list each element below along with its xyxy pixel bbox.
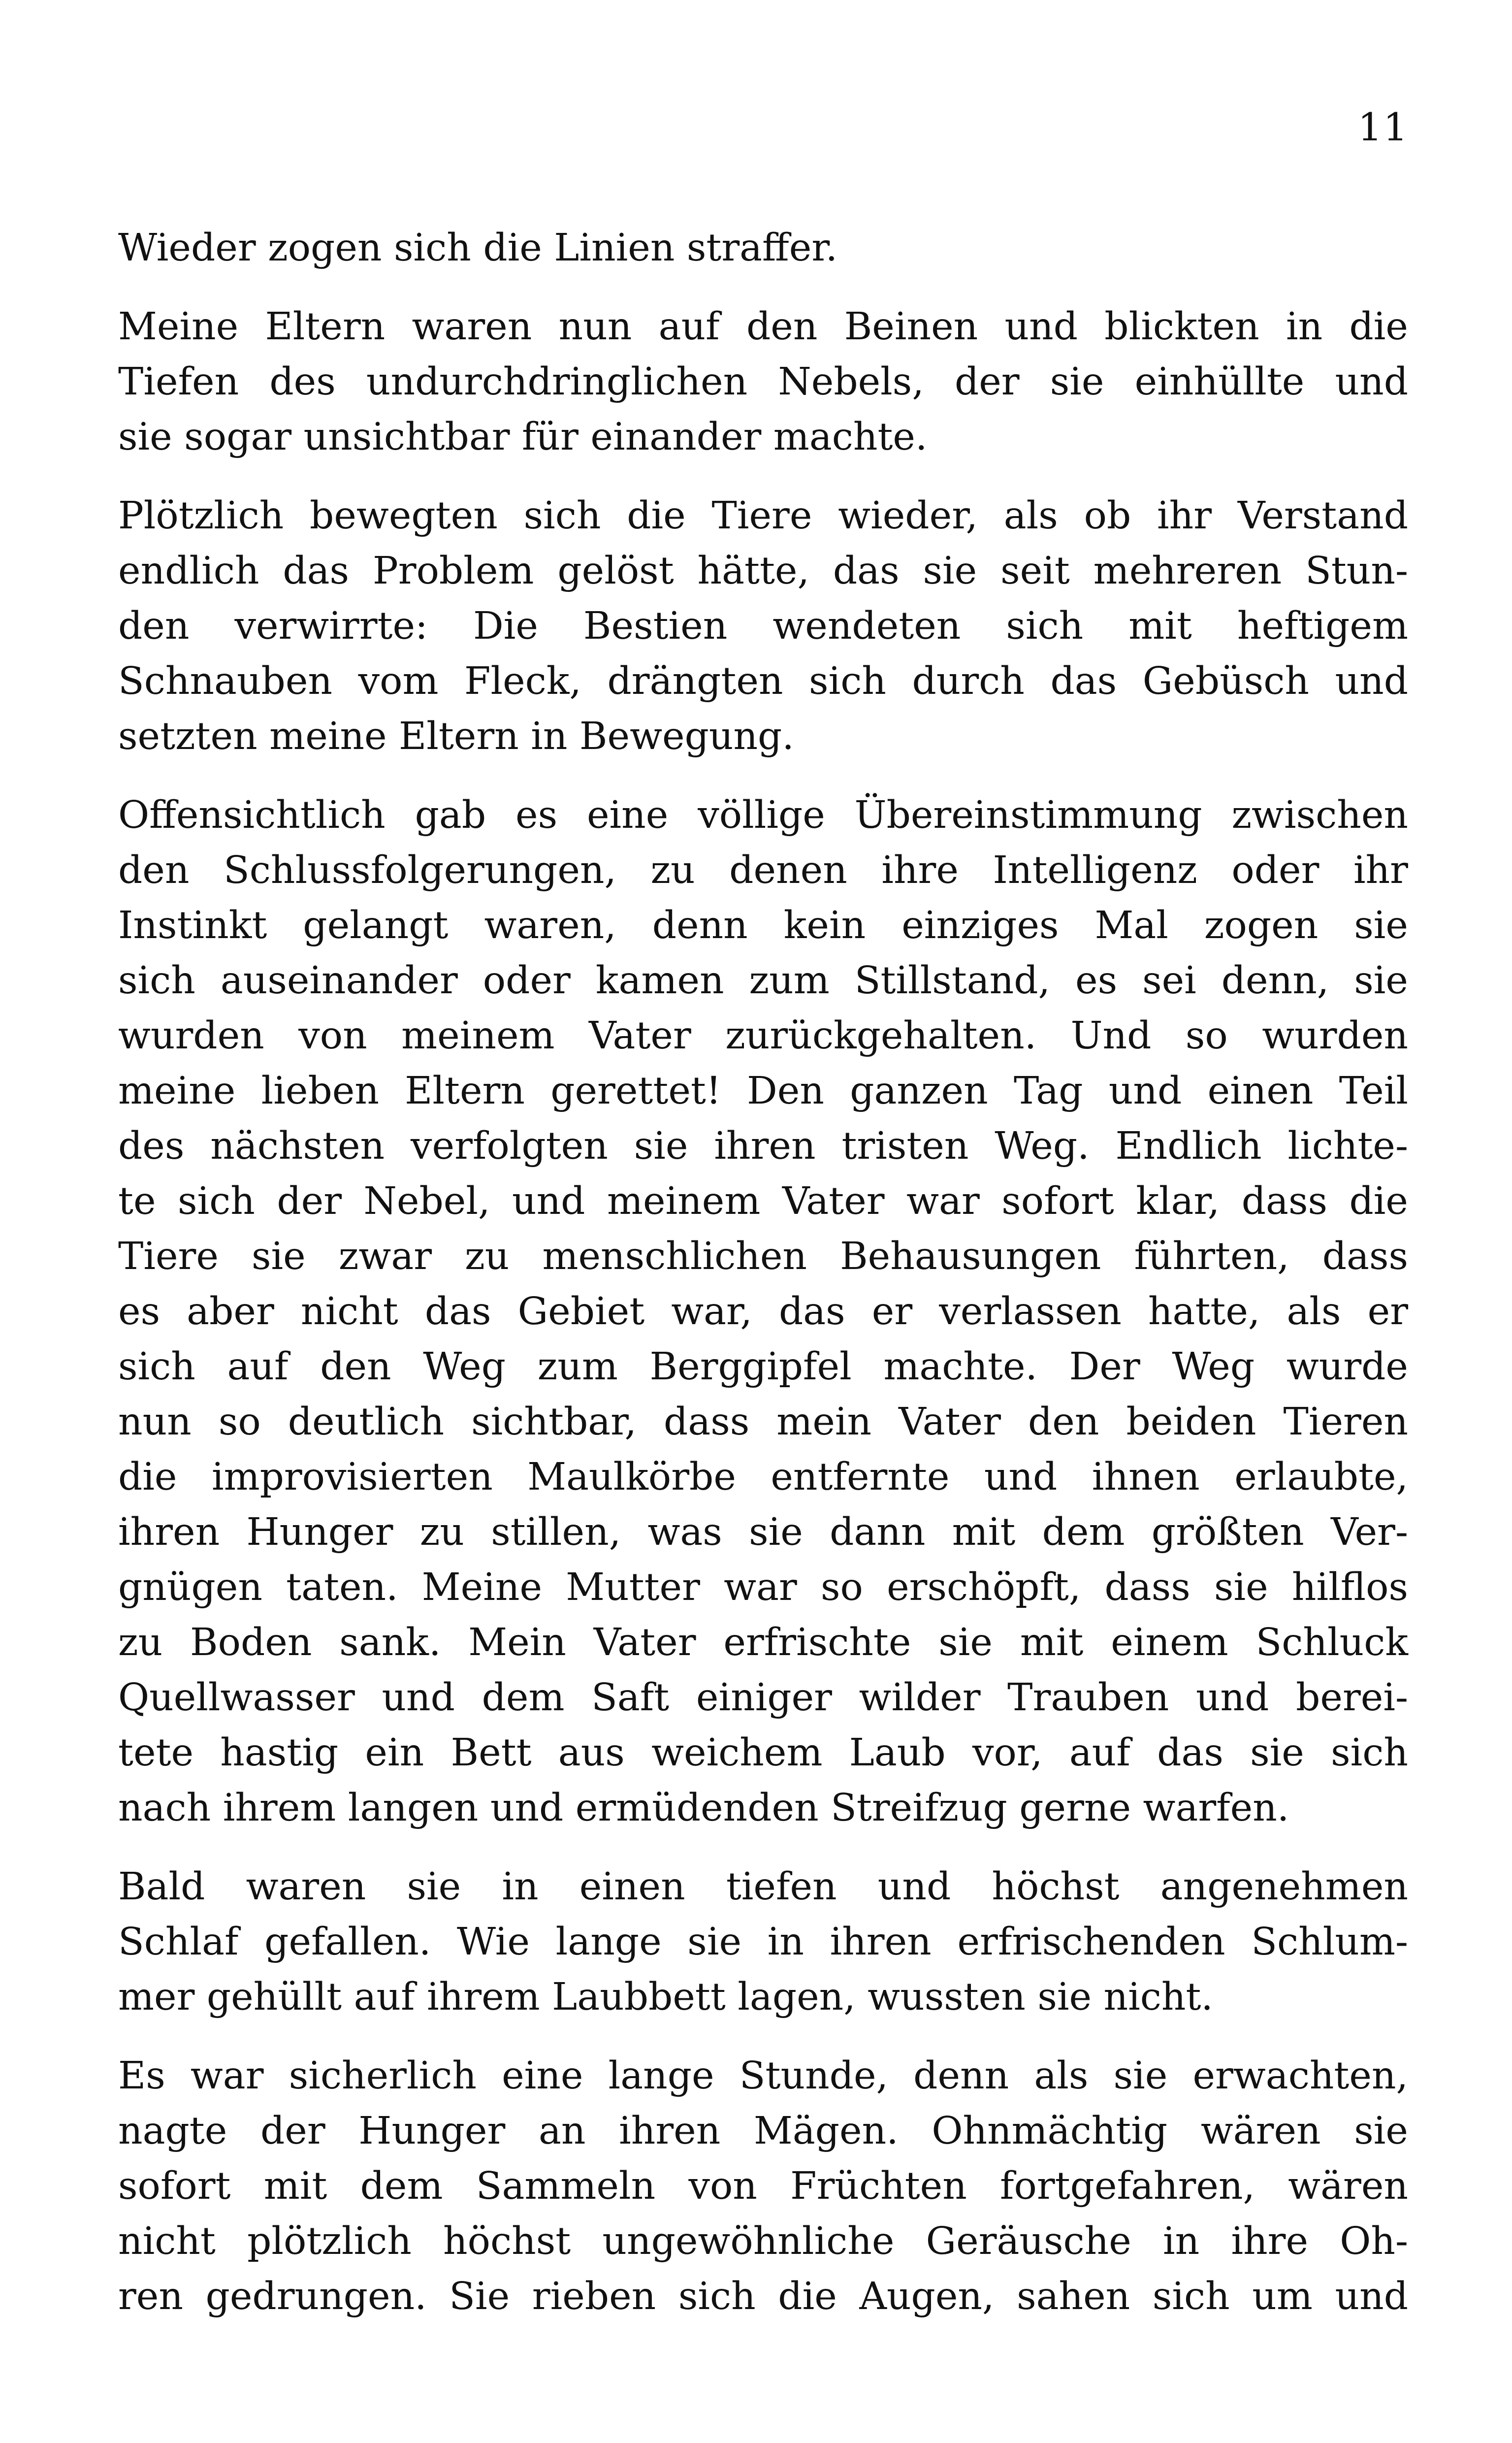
paragraph <box>118 2049 1408 2324</box>
text-line: wurden von meinem Vater zurückgehalten. Und so wurden <box>118 1014 1408 1058</box>
text-line: mer gehüllt auf ihrem Laubbett lagen, wussten sie nicht. <box>118 1975 1213 2019</box>
text-line: zu Boden sank. Mein Vater erfrischte sie mit einem Schluck <box>118 1621 1408 1664</box>
text-line: den Schlussfolgerungen, zu denen ihre Intelligenz oder ihr <box>118 848 1408 892</box>
page-number: 11 <box>1357 105 1409 150</box>
text-line: nagte der Hunger an ihren Mägen. Ohnmächtig wären sie <box>118 2109 1408 2153</box>
text-line: Offensichtlich gab es eine völlige Übereinstimmung zwischen <box>118 793 1408 837</box>
text-line: Wieder zogen sich die Linien straffer. <box>118 226 838 270</box>
paragraph <box>118 1859 1408 2025</box>
text-line: nach ihrem langen und ermüdenden Streifzug gerne warfen. <box>118 1786 1289 1830</box>
text-line: Plötzlich bewegten sich die Tiere wieder, als ob ihr Verstand <box>118 494 1408 538</box>
text-line: Tiere sie zwar zu menschlichen Behausungen führten, dass <box>118 1235 1408 1278</box>
text-line: tete hastig ein Bett aus weichem Laub vor, auf das sie sich <box>118 1731 1408 1775</box>
text-line: Schnauben vom Fleck, drängten sich durch das Gebüsch und <box>118 659 1408 703</box>
paragraph <box>118 221 1408 276</box>
text-line: ren gedrungen. Sie rieben sich die Augen, sahen sich um und <box>118 2275 1408 2318</box>
text-line: nicht plötzlich höchst ungewöhnliche Geräusche in ihre Oh- <box>118 2219 1408 2263</box>
text-line: Quellwasser und dem Saft einiger wilder Trauben und berei- <box>118 1676 1408 1720</box>
text-line: sich auseinander oder kamen zum Stillstand, es sei denn, sie <box>118 959 1408 1003</box>
text-line: gnügen taten. Meine Mutter war so erschöpft, dass sie hilflos <box>118 1565 1408 1609</box>
paragraph <box>118 299 1408 465</box>
text-line: den verwirrte: Die Bestien wendeten sich mit heftigem <box>118 604 1408 648</box>
text-line: es aber nicht das Gebiet war, das er verlassen hatte, als er <box>118 1290 1408 1334</box>
text-line: meine lieben Eltern gerettet! Den ganzen Tag und einen Teil <box>118 1069 1408 1113</box>
text-line: Es war sicherlich eine lange Stunde, denn als sie erwachten, <box>118 2054 1408 2098</box>
text-line: sich auf den Weg zum Berggipfel machte. Der Weg wurde <box>118 1345 1408 1389</box>
text-line: Meine Eltern waren nun auf den Beinen und blickten in die <box>118 305 1408 349</box>
text-line: Tiefen des undurchdringlichen Nebels, der sie einhüllte und <box>118 360 1408 404</box>
text-line: setzten meine Eltern in Bewegung. <box>118 715 794 758</box>
text-line: sie sogar unsichtbar für einander machte. <box>118 415 928 459</box>
text-line: Schlaf gefallen. Wie lange sie in ihren erfrischenden Schlum- <box>118 1920 1408 1964</box>
text-line: endlich das Problem gelöst hätte, das sie seit mehreren Stun- <box>118 549 1408 593</box>
text-line: Instinkt gelangt waren, denn kein einziges Mal zogen sie <box>118 904 1408 947</box>
text-line: ihren Hunger zu stillen, was sie dann mit dem größten Ver- <box>118 1510 1408 1554</box>
text-line: des nächsten verfolgten sie ihren tristen Weg. Endlich lichte- <box>118 1124 1408 1168</box>
text-line: te sich der Nebel, und meinem Vater war sofort klar, dass die <box>118 1179 1408 1223</box>
paragraph <box>118 489 1408 764</box>
text-line: sofort mit dem Sammeln von Früchten fortgefahren, wären <box>118 2164 1408 2208</box>
paragraph <box>118 788 1408 1836</box>
text-line: nun so deutlich sichtbar, dass mein Vater den beiden Tieren <box>118 1400 1408 1444</box>
body-text <box>118 221 1408 2348</box>
text-line: Bald waren sie in einen tiefen und höchst angenehmen <box>118 1865 1408 1909</box>
text-line: die improvisierten Maulkörbe entfernte und ihnen erlaubte, <box>118 1455 1408 1499</box>
